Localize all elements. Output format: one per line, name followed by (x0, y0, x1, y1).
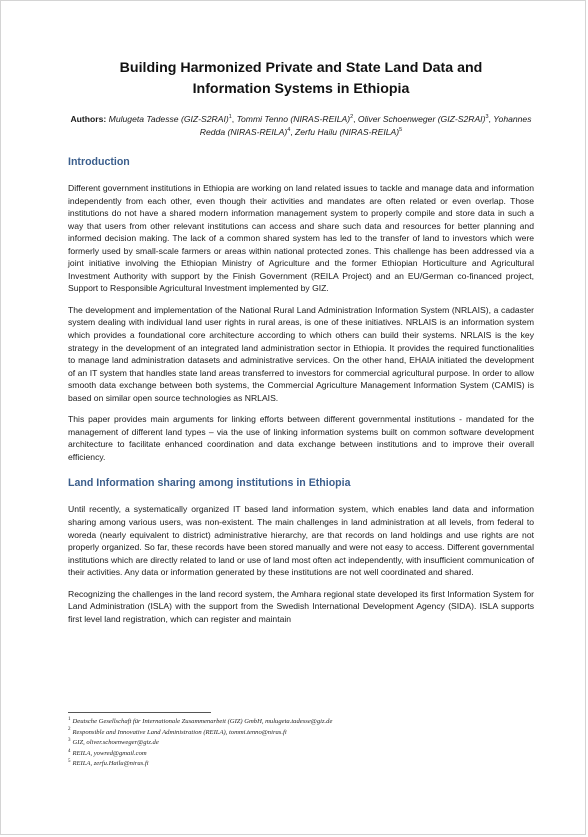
footnote-mark[interactable]: 4 (287, 126, 291, 133)
page-title: Building Harmonized Private and State Land Data and Information Systems in Ethiopia (119, 60, 483, 97)
author-entry (109, 114, 237, 124)
footnote (68, 749, 534, 760)
footnote (68, 738, 534, 749)
author-entry (358, 114, 493, 124)
footnote-mark[interactable]: 5 (399, 126, 403, 133)
footnote-mark[interactable]: 1 (228, 114, 232, 121)
paragraph: This paper provides main arguments for linking efforts between different governmental institutions - mandated for the management of different land types – via the use of linking information systems built on common software development architecture to facilitate enhanced coordination and data exchange between institutions and to improve their overall efficiency. (68, 414, 534, 462)
author-entry (295, 127, 402, 137)
footnote-number: 5 (68, 759, 71, 765)
footnote-mark[interactable]: 3 (485, 114, 489, 121)
author-name: Zerfu Hailu (NIRAS-REILA) (295, 126, 400, 137)
footnote-number: 1 (68, 716, 71, 722)
paragraph: Different government institutions in Ethiopia are working on land related issues to tackle and manage data and information independently from each other, even though their activities and mandates are often related or even overlap. Those institutions do not have a shared modern information management system to properly compile and store data in such a way that users from other relevant institutions can access and share such data and resources for better planning and informed decision making. The lack of a common shared system has led to the transfer of land to investors which were formerly used by small-scale farmers or areas within national protected zones. This challenge has been addressed via a joint initiative involving the Ethiopian Ministry of Agriculture and the former Ethiopian Horticulture and Agricultural Investment Authority with support by the Finish Government (REILA Project) and an EU/German co-financed project, Support to Responsible Agricultural Investment implemented by GIZ. (68, 183, 534, 294)
authors-line (68, 113, 534, 138)
footnote-mark[interactable]: 2 (350, 114, 354, 121)
footnote-number: 4 (68, 748, 71, 754)
footnote (68, 717, 534, 728)
footnote-text: REILA, yowred@gmail.com (72, 749, 147, 757)
author-separator: , (290, 126, 296, 137)
author-separator: , (353, 114, 358, 124)
author-separator: , (488, 114, 494, 124)
author-name: Oliver Schoenweger (GIZ-S2RAI) (357, 114, 486, 124)
footnote-text: Responsible and Innovative Land Administration (REILA), tommi.tenno@niras.fi (72, 728, 287, 736)
footnotes (68, 712, 534, 770)
section-heading-introduction: Introduction (68, 156, 130, 168)
author-name: Yohannes Redda (NIRAS-REILA) (199, 114, 532, 137)
author-separator: , (231, 114, 237, 124)
document-body (68, 58, 534, 634)
footnote-divider (68, 712, 211, 713)
footnote-number: 3 (68, 738, 71, 743)
footnote (68, 759, 534, 770)
footnote-number: 2 (68, 727, 71, 733)
author-entry (237, 114, 358, 124)
paragraph: Recognizing the challenges in the land record system, the Amhara regional state developed its first Information System for Land Administration (ISLA) with the support from the Swedish International Development Agency (SIDA). ISLA supports first level land registration, which can register and maintain (68, 588, 534, 624)
authors-label: Authors: (70, 114, 107, 124)
footnote-text: GIZ, oliver.schoenweger@giz.de (72, 739, 159, 747)
author-name: Mulugeta Tadesse (GIZ-S2RAI) (108, 114, 229, 124)
footnote (68, 728, 534, 739)
section-heading-land-information: Land Information sharing among institutions in Ethiopia (68, 477, 351, 490)
paragraph: The development and implementation of the National Rural Land Administration Information System (NRLAIS), a cadaster system dealing with individual land user rights in rural areas, is one of these initiatives. NRLAIS is an information system which provides a foundational core architecture according to which others can build their systems. NRLAIS is the key strategy in the development of an integrated land administration sector in Ethiopia. It provides the required functionalities to manage land administration datasets and administrative services. On the other hand, EHAIA initiated the development of an IT system that handles state land areas transferred to investors for commercial agricultural purpose. In order to allow smooth data exchange between both systems, the Commercial Agriculture Management Information System (CAMIS) is based on similar open source technologies as NRLAIS. (68, 304, 534, 403)
author-name: Tommi Tenno (NIRAS-REILA) (236, 114, 351, 124)
footnote-text: Deutsche Gesellschaft für Internationale Zusammenarbeit (GIZ) GmbH, mulugeta.tadesse@giz.de (72, 718, 333, 725)
footnote-text: REILA, zerfu.Hailu@niras.fi (72, 760, 149, 768)
paragraph: Until recently, a systematically organized IT based land information system, which enables land data and information sharing among various users, was non-existent. The main challenges in land administration at all levels, from federal to woreda (nearly equivalent to district) administrative hierarchy, are that records on land holdings and use rights are not properly organized. So far, these records have been stored manually and were not easy to access. Different governmental institutions which are directly related to land or use of land most often act independently, with insufficient communication of their activities. Any data or information generated by these institutions are not well coordinated and shared. (68, 504, 534, 578)
